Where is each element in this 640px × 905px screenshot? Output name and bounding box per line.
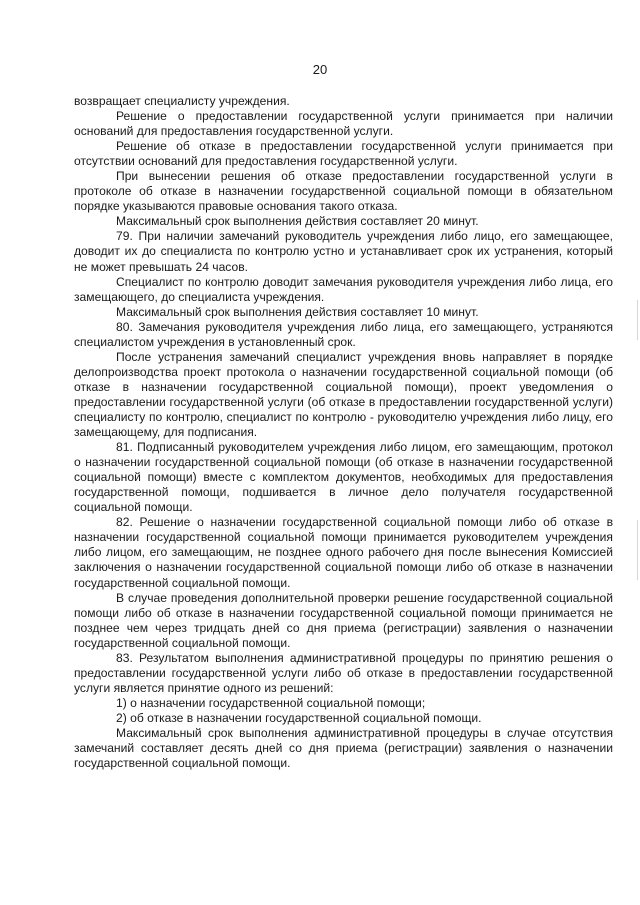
paragraph-item-79: 79. При наличии замечаний руководитель учреждения либо лицо, его замещающее, доводит их до специалиста по контролю устно и устанавливает срок их устранения, который не может превышать 24 часов. <box>74 229 613 274</box>
scan-edge-mark <box>637 300 638 340</box>
paragraph: Максимальный срок выполнения административной процедуры в случае отсутствия замечаний составляет десять дней со дня приема (регистрации) заявления о назначении государственной социальной помощи. <box>74 725 613 771</box>
list-item: 2) об отказе в назначении государственной социальной помощи. <box>116 710 482 725</box>
scan-edge-mark <box>637 520 638 580</box>
document-body <box>74 94 613 771</box>
paragraph-item-82: 82. Решение о назначении государственной социальной помощи либо об отказе в назначении государственной социальной помощи принимается руководителем учреждения либо лицом, его замещающим, не позднее одного рабочего дня после вынесения Комиссией заключения о назначении государственной социальной помощи либо об отказе в назначении государственной социальной помощи. <box>74 515 613 590</box>
paragraph: Решение о предоставлении государственной услуги принимается при наличии оснований для предоставления государственной услуги. <box>74 109 613 139</box>
page-number: 20 <box>312 62 328 77</box>
paragraph-continuation: возвращает специалисту учреждения. <box>74 94 290 108</box>
paragraph: Максимальный срок выполнения действия составляет 10 минут. <box>116 304 479 319</box>
paragraph: Специалист по контролю доводит замечания руководителя учреждения либо лица, его замещающего, до специалиста учреждения. <box>74 274 613 304</box>
paragraph: Решение об отказе в предоставлении государственной услуги принимается при отсутствии оснований для предоставления государственной услуги. <box>74 139 613 169</box>
paragraph: Максимальный срок выполнения действия составляет 20 минут. <box>116 214 479 229</box>
paragraph: После устранения замечаний специалист учреждения вновь направляет в порядке делопроизводства проект протокола о назначении государственной социальной помощи (об отказе в назначении государственной социальной помощи), проект уведомления о предоставлении государственной услуги (об отказе в предоставлении государственной услуги) специалисту по контролю, специалист по контролю - руководителю учреждения либо лицу, его замещающему, для подписания. <box>74 349 613 440</box>
paragraph: При вынесении решения об отказе предоставлении государственной услуги в протоколе об отказе в назначении государственной социальной помощи в обязательном порядке указываются правовые основания такого отказа. <box>74 169 613 214</box>
paragraph: В случае проведения дополнительной проверки решение государственной социальной помощи либо об отказе в назначении государственной социальной помощи принимается не позднее чем через тридцать дней со дня приема (регистрации) заявления о назначении государственной социальной помощи. <box>74 590 613 650</box>
list-item: 1) о назначении государственной социальной помощи; <box>116 695 426 710</box>
paragraph-item-80: 80. Замечания руководителя учреждения либо лица, его замещающего, устраняются специалистом учреждения в установленный срок. <box>74 319 613 349</box>
paragraph-item-83: 83. Результатом выполнения административной процедуры по принятию решения о предоставлении государственной услуги либо об отказе в предоставлении государственной услуги является принятие одного из решений: <box>74 650 613 695</box>
paragraph-item-81: 81. Подписанный руководителем учреждения либо лицом, его замещающим, протокол о назначении государственной социальной помощи (об отказе в назначении государственной социальной помощи) вместе с комплектом документов, необходимых для предоставления государственной помощи, подшивается в личное дело получателя государственной социальной помощи. <box>74 440 613 515</box>
